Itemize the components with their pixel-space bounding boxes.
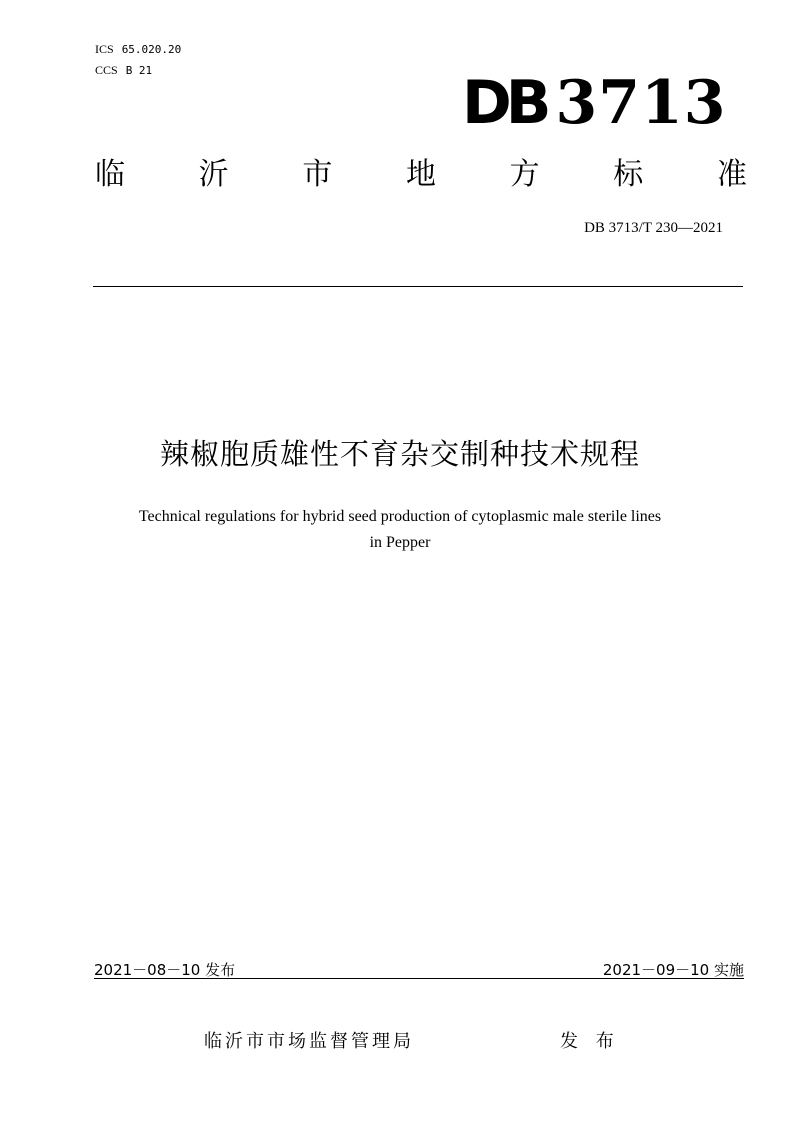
header-divider <box>93 286 743 287</box>
ccs-line <box>95 63 152 78</box>
standard-type-char: 沂 <box>198 157 229 192</box>
title-en-line-2: in Pepper <box>369 534 431 551</box>
db-code: 3713 <box>555 68 727 138</box>
ics-line <box>95 42 181 57</box>
db-mark: DB <box>462 68 546 138</box>
standard-type-char: 临 <box>95 157 125 192</box>
issuer-name: 临沂市市场监督管理局 <box>204 1031 414 1052</box>
db-logo <box>462 70 727 136</box>
standard-type-char: 市 <box>302 157 333 192</box>
ics-label: ICS <box>95 42 114 56</box>
standard-type-char: 方 <box>509 157 540 192</box>
publish-date: 2021－08－10 发布 <box>94 961 236 979</box>
title-en-line-1: Technical regulations for hybrid seed production of cytoplasmic male sterile lines <box>138 508 662 525</box>
standard-type-char: 标 <box>613 157 644 192</box>
ics-code: 65.020.20 <box>121 43 182 56</box>
ccs-label: CCS <box>95 63 118 77</box>
footer-divider <box>94 978 744 979</box>
standard-type-char: 地 <box>405 157 436 192</box>
implement-date: 2021－09－10 实施 <box>602 961 744 979</box>
date-row <box>94 960 744 980</box>
standard-type <box>95 155 747 195</box>
document-title-en <box>60 504 740 556</box>
standard-number: DB 3713/T 230—2021 <box>584 220 723 236</box>
document-title-cn: 辣椒胞质雄性不育杂交制种技术规程 <box>159 437 640 471</box>
issue-label: 发 布 <box>560 1031 620 1052</box>
ccs-code: B 21 <box>125 64 153 77</box>
standard-type-char: 准 <box>716 157 747 192</box>
